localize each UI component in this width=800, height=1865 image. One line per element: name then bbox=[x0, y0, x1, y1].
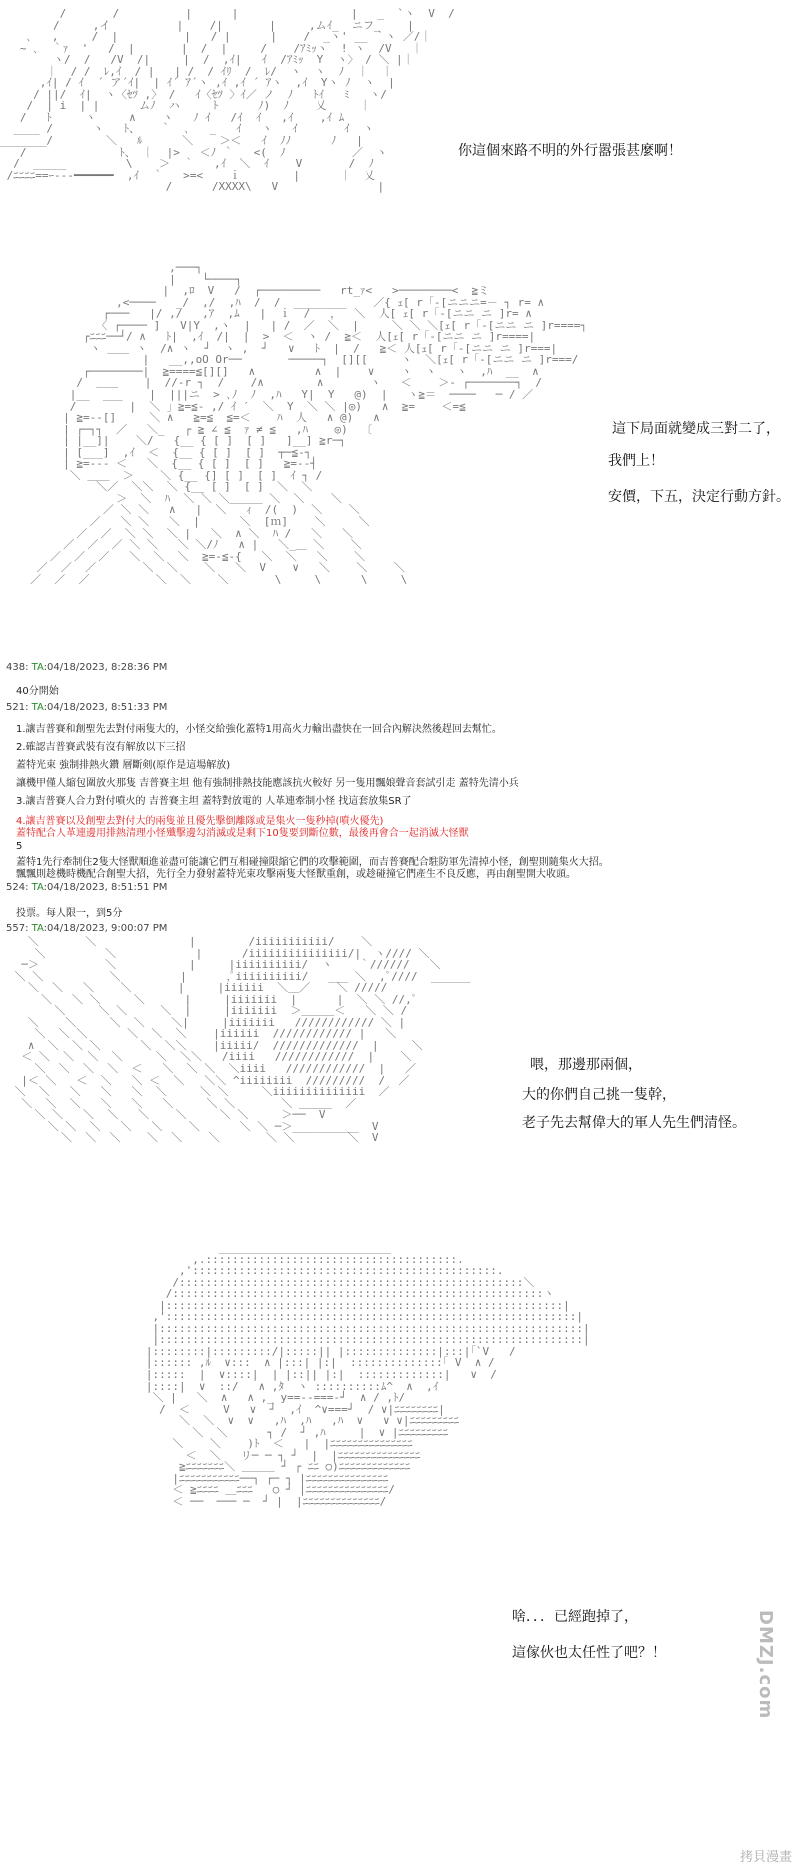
dialog-line: 安價，下五，決定行動方針。 bbox=[608, 489, 790, 505]
ascii-art-panel-2: ,───┐ | └────┐ | ,ﾛ V / ┌───────── rt_ｧ< >────────< ≧ミ ,<──── _/ ,/ ,ﾊ / / ________ ／{ ｪ[ r「‐[ニニニ=－ ┐ r= ∧ ┌─── |/ ,/ ,ｱ ,ﾑ | ｉ / ， ＼ 人[ ｪ[ r「‐[ニニ ニ ]r= ∧ 〈 ┌──── ] V|Y ,ヽ | | / ／ ＼ | ＼ ＼ ＼[ｪ[ r「‐[ニニ ニ ]r====┐ ┌ﾆﾆﾆ──┘/ ∧ ﾄ| ,ｲ /| | > ＜ ヽ / ≧＜ 人[ｪ[ r「‐[ニニ ニ ]r====| ヽ ＿＿ ヽ /∧ ヽ ┘ ヽ , ┘ ∨ ﾄ | / ≧＜ 人[ｪ[ r「‐[ニニ ニ ]r===| | __,,oO Or── ─────┐ [][[ ヽ ＼[ｪ[ r「‐[ニニ ニ ]r===/ ┌────────| ≧====≦[][] ∧ ∧ | ∨ ヽ ヽ ヽ ,ﾊ __ ∧ / ＿＿ | //‐r ┐ / /∧ ∧ ヽ ＜ ＞‐ ┌───────┐ / |__ ___ | |||ニ > ､ﾉ ﾉ ,ﾊ Y| Y @) | ヽ≧＝ ──── ─ / ／ / | ＼ 」≧=≦‐ ,/ ｲ ′ ＼ Y ＼ ＼ |◎) ∧ ≧= ＜=≦ | ≧=‐‐[] ＼ ∧ ≧=≦ ≦=＜ ﾊ 人 ∧ @) ∧ | ┌─┐┐ ／ ＼_ ┌ ≧ ∠ ≦ ｧ ≠ ≦ ,ﾊ ◎) 〔 | |__]| ＼/ {__ { [ ] [ ] ]__] ≧r─┐ | [___] ,ｲ ＜ {__ { [ ] [ ] ┬─≦‐┐ | ≧=‐‐‐ ＜ ＼ {__ { [ ] [ ] ≧=‐‐┤ ＼ ＿＿ ＞ ＼ {__ {] [ ] [ ] ｲ ┐ / ＼／ ＼＼ ＼ {__ [ ] [ ] ＼ ＼ ＞ ＼ ﾊ ＼ ＼ ＼＿＿＿ ＼ ＼ ＼ ／ ＼ ＼ ∧ | ＼ ｨ /( ) ＼ ＼ ／ ＼ ＼ ＼ | ＼ [ｍ] ＼ ＼ ／ ／ ＼ ＼ ＼ | ＼ ∧ ＼ ﾊ / ＼ ＼ ／ ／ ／ ＼ ＼ ＼ ＼/ﾉ ∧ | ＼_＿ ＼ ＼ ／ ／ ／ ＼ ＼ ＼ ≧=-≦-{ ＼ ＼ ＼ ＼ ／ ／ ／ ＼ ＼ ＼ ＼ V ∨ ＼ ＼ ＼ ／ ／ ／ ＼ ＼ ＼ \ \ \ \ bbox=[30, 261, 587, 586]
post-author: TA bbox=[31, 882, 44, 893]
post-text: 讓機甲僅人縮包圍放火那隻 吉普賽主坦 他有強制排熱技能應該抗火較好 另一隻用飄娘聲音套試引走 蓋特先清小兵 bbox=[16, 778, 519, 789]
post-author: TA bbox=[31, 662, 44, 673]
post-text-highlight: 蓋特配合人革連邊用排熱清理小怪殲擊邊勾消滅或是剩下10隻要到斷位數，最後再會合一起消滅大怪獸 bbox=[16, 828, 469, 839]
post-text: 5 bbox=[16, 841, 23, 852]
post-text: 蓋特1先行牽制住2隻大怪獸順進並盡可能讓它們互相碰撞限縮它們的攻擊範圍，而吉普賽配合駐防軍先清掉小怪，創聖則隨集火大招。 bbox=[16, 857, 609, 868]
post-text: 蓋特光束 強制排熱火鑽 層斷剣(原作是這場解放) bbox=[16, 760, 231, 771]
dialog-line: 這傢伙也太任性了吧？！ bbox=[512, 1645, 666, 1661]
post-number: 521 bbox=[6, 702, 26, 713]
post-time: 04/18/2023, 8:51:33 PM bbox=[47, 702, 168, 713]
post-text: 40分開始 bbox=[16, 686, 59, 697]
dialog-line: 這下局面就變成三對二了， bbox=[612, 421, 780, 437]
post-text-highlight: 4.讓吉普賽以及創聖去對付大的兩隻並且優先擊倒離隊或是集火一隻秒掉(噴火優先) bbox=[16, 816, 384, 827]
dialog-line: 老子先去幫偉大的軍人先生們清怪。 bbox=[522, 1115, 746, 1131]
post-header: 557: TA:04/18/2023, 9:00:07 PM bbox=[6, 923, 168, 934]
post-number: 557 bbox=[6, 923, 26, 934]
post-time: 04/18/2023, 8:28:36 PM bbox=[47, 662, 168, 673]
post-time: 04/18/2023, 8:51:51 PM bbox=[47, 882, 168, 893]
post-number: 438 bbox=[6, 662, 26, 673]
post-text: 投票。每人限一，到5分 bbox=[16, 908, 123, 919]
post-text: 飄飄則趁機時機配合創聖大招，先行全力發射蓋特光束攻擊兩隻大怪獸重創，或趁碰撞它們產生不良反應，再由創聖開大收頭。 bbox=[16, 869, 576, 880]
post-header: 524: TA:04/18/2023, 8:51:51 PM bbox=[6, 882, 168, 893]
post-header: 438: TA:04/18/2023, 8:28:36 PM bbox=[6, 662, 168, 673]
post-header: 521: TA:04/18/2023, 8:51:33 PM bbox=[6, 702, 168, 713]
ascii-art-panel-1: / / | | | _ `ヽ V / / ,イ | /| | ,ムｲ_ ニフ_ | ､ , / | | / | | / _ヽ' __ ｀ヽ ／/｜ ~ ､ ｀ｧ ' / | | / | / /ｱﾐｯヽ ! ヽ /V ｜ ヽ/ / /V /| | / ,ｲ| ｲ /ｱﾐｯ Y ヽ〉 / ＼ |｜ ｜ / / ﾚ,ｲ / | | / / ｲﾘ / ﾚ/ ヽ ヽ ﾉ ｜ ｜ ,ｲ| / ｲ ´ ア´ｲ| | ｲ´ ｱ´ヽ ,ｲ ,ｲ ´ ｱヽ ,ｲ Yヽ ﾉ ヽ | / ||/ ｲ| ヽ〈ｾﾂ ,〉 / ｲ〈ｾﾂ 〉ｲ／ ノ ﾉ ﾄｲ ﾐ ヽ/ / | i | | ムﾉ ハ ﾄ ﾉ) ﾉ 乂 ｜ / ﾄ ヽ ∧ ヽ ﾉ ｲ /ｲ ｲ ,ｲ ,ｲ ﾑ ____ / ヽ ﾄ、 ｀ ､ _ ｲ ヽ ｲ ｲ ヽ _______/ ＼ ﾙ ＼ ＞＜ ｲ ﾉﾉ ﾉ | / ﾄ、 ｜ |> ＜ﾉ ｀ <( ﾉ ／ ヽ / _____ \ ＞ ｀ ,ｲ ＼ ｲ V / ﾉ /ﾆﾆﾆﾆ==ｰ‐‐‐━━━━━━ ,ｲ ｀ >=< ｉ | ｜ 乂 / /XXXX\ V | bbox=[0, 7, 455, 194]
ascii-art-panel-4: __________________________ ,.::::::::::::::::::::::::::::::::::::::. ,'::::::::::::::::::::::::::::::::::::::::::::::. /::::::::::::::::::::::::::::::::::::::::::::::::::::＼ /::::::::::::::::::::::::::::::::::::::::::::::::::::::::ヽ |::::::::::::::::::::::::::::::::::::::::::::::::::::::::::::| ,'::::::::::::::::::::::::::::::::::::::::::::::::::::::::::::::| |::::::::::::::::::::::::::::::::::::::::::::::::::::::::::::::::| |::::::::::::::::::::::::::::::::::::::::::::::::::::::::::::::::| |::::::::|:::::::::/|:::::|| |::::::::::::::|:::|｢`V / |:::::: ,ﾙ ∨::: ∧ |:::| |:| ::::::::::::::｢ V ∧ / |::::: | ∨::::| | |::|| |:| :::::::::::::| ∨ / |::::| ∨ ::/ ∧ ,ﾀ ヽ ::::::::::ﾑ^ ∧ ,ｲ ＼ | ＼ ∧ ∧ ,_ y==--===‐┘ ∧ / ,ﾄ/ / ＜ V ∨ ┘ ,ｲ ^∨===┘ / ∨|ﾆﾆﾆﾆﾆﾆﾆﾆ| ＼ ＼ ∨ ∨ ,ﾊ ,ﾊ ,ﾊ ∨ ∨ ∨|ﾆﾆﾆﾆﾆﾆﾆﾆﾆ ＼ ＼ ┐ / ┘ ,ﾊ | ∨ |ﾆﾆﾆﾆﾆﾆﾆﾆﾆ ＼ ＼ )ﾄ ＜ | |ﾆﾆﾆﾆﾆﾆﾆﾆﾆﾆﾆﾆﾆﾆﾆ ＜ ＼ リ─ ─ ┐ ┘ | |ﾆﾆﾆﾆﾆﾆﾆﾆﾆﾆﾆﾆﾆﾆﾆ ≧ﾆﾆﾆﾆﾆﾆﾆ＼ ＿＿＿ ┘ ┌ ﾆﾆ ○)ﾆﾆﾆﾆﾆﾆﾆﾆﾆﾆﾆﾆﾆ |ﾆﾆﾆﾆﾆﾆﾆﾆﾆﾆﾆ──┐ ┌─ ┐ |ﾆﾆﾆﾆﾆﾆﾆﾆﾆﾆﾆﾆﾆﾆﾆ ＜ ≧ﾆﾆﾆﾆ ＿ﾆﾆﾆ ○ ┘ |ﾆﾆﾆﾆﾆﾆﾆﾆﾆﾆﾆﾆﾆﾆﾆ/ ＜ ── ─── ─ ┘ | |ﾆﾆﾆﾆﾆﾆﾆﾆﾆﾆﾆﾆﾆﾆ/ bbox=[145, 1241, 590, 1509]
post-text: 2.確認吉普賽武裝有沒有解放以下三招 bbox=[16, 742, 186, 753]
dialog-line: 我們上！ bbox=[608, 453, 664, 469]
post-author: TA bbox=[31, 702, 44, 713]
site-watermark: DMZJ.com bbox=[755, 1610, 776, 1720]
bottom-watermark: 拷貝漫畫 bbox=[739, 1850, 792, 1865]
dialog-line: 喂，那邊那兩個， bbox=[530, 1057, 642, 1073]
post-text: 3.讓吉普賽人合力對付噴火的 吉普賽主坦 蓋特對放電的 人革連牽制小怪 找這套放集SR了 bbox=[16, 796, 412, 807]
post-time: 04/18/2023, 9:00:07 PM bbox=[47, 923, 168, 934]
ascii-art-panel-3: ＼ ＼ | /iiiiiiiiiii/ ＼ ＼ ＼ | /iiiiiiiiiiiiiii/| ヽ//// ＼ ─＞ ＼ | |iiiiiiiiii/ ヽ ｀////// ＼ ＼ ＼ ＼ | ,ﾟiiiiiiiiii/ ___ ＼ ,ﾟ//// ______ ＼ ＼ ＼ ＼ | |iiiiii ＼＿／ ＼ ///// ＼ ＼ ＼ ＼ | |iiiiiii | | ＼ ＼ //,ﾟ ＼ ＼ ＼ ＼ | |iiiiiii ＞＿＿＿＜ ＼ ＼ / ＼ ＼ ＼ ＼ ＼| |iiiiiii //////////// ＼ | ＼ ＼ ＼ ＼ ＼ ＼ |iiiiii //////////// | ＼ ∧ ＼ ＼ ＼ ＼ ＼＼ |iiiii/ ///////////// | ＼ ＜ ＼ ＼ ＼ ＼ ＼ ＼＼ /iiii //////////// | ＼ ＼ ＼ ＼ ＼ ＜ ＼ ＼ ＼ ＼iiii //////////// | ／ |＜ ＼ ＜ ＼ ＼ ＜ ＼ ＼＼ ^iiiiiiii ///////// / ／ ＼ ＼ ＼ ＼ ＼ ＼ ＼ ＼ ＼iiiiiiiiiiiiii ／ ＼ ＼ ＼ ＼ ＼ ＼ ＼ ＼ ＼ ＿＿＿ ／ ＼ ＼ ＼ ＼ ＼ ＼ ＼ ＼ ＞── V ＼ ＼ ＼ ＼ ＼ ＼ ＼ ＼ ─＞__________ V ＼ ＼ ＼ ＼ ＼ ＼ ＼ ＼ ＼ V bbox=[14, 935, 471, 1145]
dialog-line: 你這個來路不明的外行嚣張甚麼啊！ bbox=[458, 143, 682, 159]
post-text: 1.讓吉普賽和創聖先去對付兩隻大的，小怪交給強化蓋特1用高火力輸出盡快在一回合內解決然後趕回去幫忙。 bbox=[16, 724, 502, 735]
post-author: TA bbox=[31, 923, 44, 934]
dialog-line: 啥．．．已經跑掉了， bbox=[512, 1609, 638, 1625]
post-number: 524 bbox=[6, 882, 26, 893]
dialog-line: 大的你們自己挑一隻幹， bbox=[522, 1087, 676, 1103]
